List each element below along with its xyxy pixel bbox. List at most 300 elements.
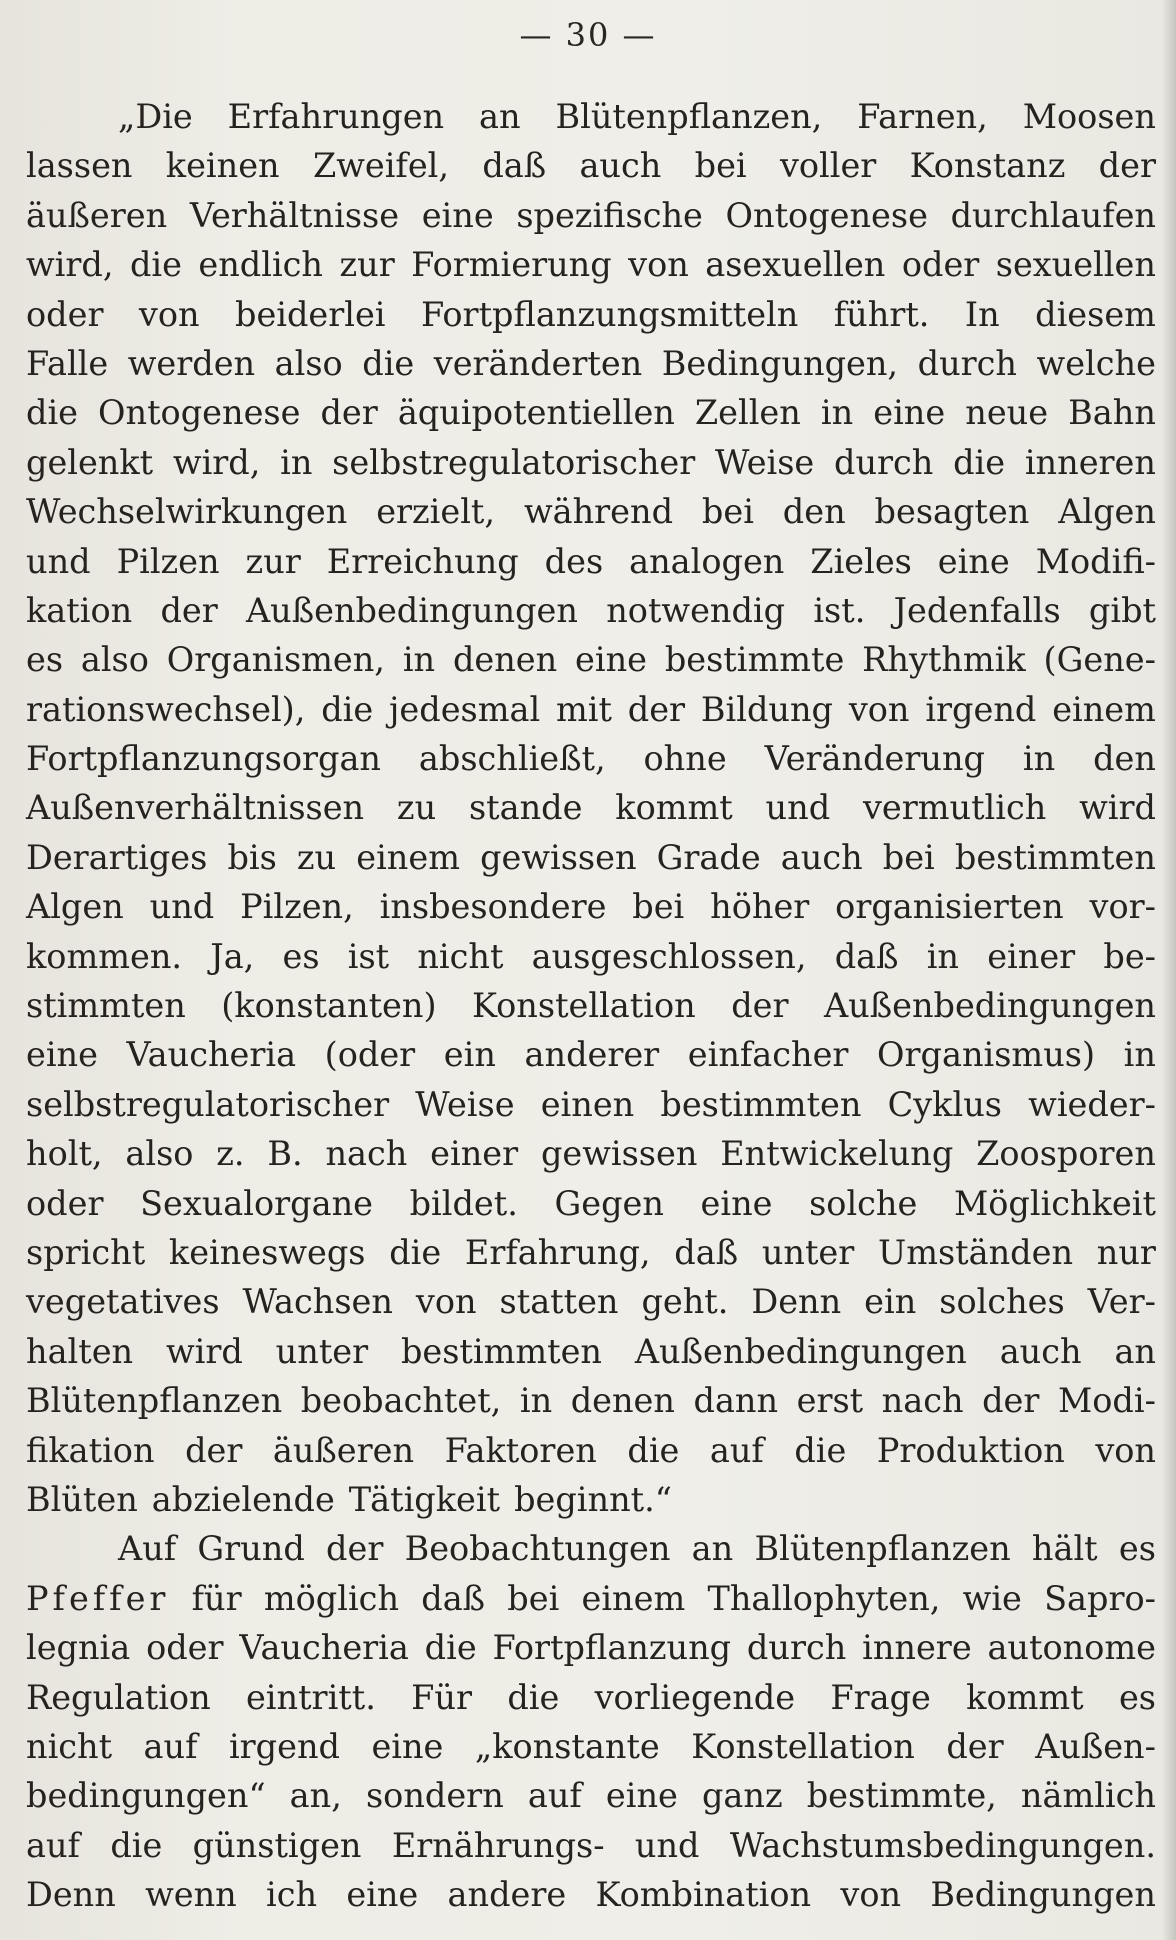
word: Zoosporen (976, 1134, 1156, 1174)
word: einer (430, 1134, 519, 1174)
word: in (519, 1381, 553, 1421)
word: bildet. (409, 1183, 518, 1223)
word: Denn (751, 1282, 842, 1322)
word: Außen- (1035, 1726, 1156, 1766)
word: Möglichkeit (953, 1183, 1156, 1223)
word: zu (396, 788, 437, 828)
word: Sapro- (1044, 1578, 1156, 1618)
word: ohne (643, 739, 727, 779)
word: Farnen, (857, 97, 988, 136)
word: der (326, 1529, 384, 1569)
word: und (149, 887, 215, 927)
word: einfacher (687, 1035, 849, 1075)
word: abzielende (151, 1479, 335, 1519)
word: einem (356, 837, 460, 877)
word: ein (864, 1282, 917, 1322)
word: an (479, 97, 521, 136)
word: nicht (417, 936, 504, 976)
word: der (946, 1726, 1004, 1766)
word: nach (325, 1134, 408, 1174)
word: irgend (925, 689, 1037, 729)
word: gewissen (540, 1134, 698, 1174)
word: Ver- (1087, 1282, 1156, 1322)
word: Modifi- (1035, 541, 1156, 581)
word: Modi- (1057, 1381, 1156, 1421)
word: von (628, 245, 689, 285)
word: analogen (629, 541, 785, 581)
text-line (26, 339, 1156, 388)
word: in (820, 393, 854, 433)
word: und (765, 788, 831, 828)
word: daß (834, 936, 899, 976)
word: hält (1031, 1529, 1098, 1569)
word: geht. (641, 1282, 729, 1322)
text-line (26, 734, 1156, 783)
word: durch (746, 1628, 847, 1668)
word: durch (917, 343, 1017, 383)
word: Pilzen, (240, 887, 354, 927)
word: (oder (324, 1035, 416, 1075)
word: der (160, 590, 218, 630)
word: also (125, 1134, 194, 1174)
word: oder (901, 245, 980, 285)
word: Derartiges (26, 837, 208, 877)
word: für (191, 1578, 242, 1618)
word: erst (796, 1381, 864, 1421)
word: wird (1079, 788, 1156, 828)
text-line (26, 1574, 1156, 1623)
word: wird, (172, 442, 261, 482)
word: bei (507, 1578, 560, 1618)
word: durchlaufen (950, 195, 1156, 235)
word: der (185, 1430, 243, 1470)
word: und (26, 541, 91, 581)
word: beginnt.“ (514, 1479, 672, 1519)
word: andere (447, 1875, 567, 1915)
word: Wachstumsbedingungen. (729, 1825, 1156, 1865)
word: Falle (26, 343, 109, 383)
word: Blütenpflanzen, (555, 97, 823, 136)
word: denen (570, 1381, 675, 1421)
word: die (129, 245, 182, 285)
word: es (26, 640, 64, 680)
text-line (26, 932, 1156, 981)
word: Entwickelung (720, 1134, 954, 1174)
word: autonome (987, 1628, 1156, 1668)
word: z. (216, 1134, 245, 1174)
word: äquipotentiellen (397, 393, 675, 433)
word: es (1118, 1529, 1156, 1569)
word: Zellen (694, 393, 801, 433)
word: Gegen (554, 1183, 664, 1223)
word: keineswegs (168, 1232, 366, 1272)
word: Sexualorgane (140, 1183, 373, 1223)
word: Grade (656, 837, 761, 877)
word: auf (709, 1430, 764, 1470)
word: In (964, 294, 1000, 334)
word: auch (579, 146, 662, 186)
word: Blütenpflanzen (26, 1381, 283, 1421)
word: Organismus) (877, 1035, 1096, 1075)
word: Grund (197, 1529, 305, 1569)
word: bei (701, 492, 754, 532)
word: kommt (615, 788, 733, 828)
word: Moosen (1022, 97, 1156, 136)
word: solche (809, 1183, 918, 1223)
text-line (26, 290, 1156, 339)
word: kommt (966, 1677, 1084, 1717)
word: Ontogenese (98, 393, 301, 433)
text-line (26, 1722, 1156, 1771)
word: gibt (1088, 590, 1156, 630)
word: beobachtet, (300, 1381, 502, 1421)
word: Denn (26, 1875, 116, 1915)
word: zur (245, 541, 301, 581)
text-line (26, 1080, 1156, 1129)
word: holt, (26, 1134, 103, 1174)
word: wird (165, 1331, 243, 1371)
word: wenn (145, 1875, 237, 1915)
word: stande (468, 788, 583, 828)
text-line (26, 685, 1156, 734)
word: legnia (26, 1628, 131, 1668)
text-line (26, 1030, 1156, 1079)
word: bei (882, 837, 935, 877)
word: kommen. (26, 936, 183, 976)
text-line (26, 388, 1156, 437)
word: Fortpflanzung (492, 1628, 732, 1668)
word: Regulation (26, 1677, 211, 1717)
word: insbesondere (379, 887, 607, 927)
word: gewissen (480, 837, 637, 877)
word: Außenverhältnissen (26, 788, 365, 828)
word: die (321, 689, 374, 729)
word: Algen (26, 887, 124, 927)
word: Verhältnisse (189, 195, 400, 235)
word: die (424, 1628, 477, 1668)
word: daß (482, 146, 547, 186)
word: Tätigkeit (348, 1479, 501, 1519)
text-line (26, 1623, 1156, 1672)
text-line (26, 1524, 1156, 1573)
word: spezifische (516, 195, 703, 235)
text-line (26, 1475, 1156, 1524)
word: innere (862, 1628, 972, 1668)
word: die (794, 1430, 847, 1470)
word: Thallophyten, (707, 1578, 941, 1618)
word: Cyklus (887, 1084, 1002, 1124)
word: äußeren (26, 195, 168, 235)
word: zur (339, 245, 395, 285)
word: Blüten (26, 1479, 138, 1519)
word: Erfahrungen (227, 97, 445, 136)
word: abschließt, (418, 739, 606, 779)
word: Organismen, (166, 640, 385, 680)
word: nicht (26, 1726, 113, 1766)
word: unter (275, 1331, 369, 1371)
word: wie (962, 1578, 1022, 1618)
word: unter (761, 1232, 855, 1272)
word: eine (346, 1875, 419, 1915)
word: einer (987, 936, 1076, 976)
word: wieder- (1028, 1084, 1156, 1124)
text-line (26, 833, 1156, 882)
word: äußeren (272, 1430, 415, 1470)
word: bis (227, 837, 277, 877)
word: zu (296, 837, 337, 877)
text-line (26, 1673, 1156, 1722)
text-line (26, 92, 1156, 141)
word: Kombination (595, 1875, 812, 1915)
word: der (627, 689, 686, 729)
word: Vaucheria (126, 1035, 297, 1075)
word: einen (540, 1084, 635, 1124)
word: bestimmten (660, 1084, 862, 1124)
word: organisierten (835, 887, 1064, 927)
text-line (26, 1426, 1156, 1475)
text-line (26, 191, 1156, 240)
word: eine (371, 1726, 444, 1766)
word: Konstellation (472, 986, 696, 1026)
text-line (26, 537, 1156, 586)
word: oder (146, 1628, 224, 1668)
word: eine (873, 393, 946, 433)
word: welche (1036, 343, 1156, 383)
word: daß (674, 1232, 739, 1272)
word: veränderten (433, 343, 643, 383)
word: Auf (118, 1529, 177, 1569)
word: halten (26, 1331, 134, 1371)
word: be- (1103, 936, 1156, 976)
word: Fortpflanzungsorgan (26, 739, 382, 779)
word: von (1095, 1430, 1156, 1470)
word: die (26, 393, 78, 433)
word: ganz (701, 1776, 783, 1816)
word: anderer (524, 1035, 660, 1075)
word: der (1098, 146, 1156, 186)
word: endlich (198, 245, 324, 285)
word: Veränderung (764, 739, 985, 779)
word: Jedenfalls (893, 590, 1061, 630)
word: irgend (228, 1726, 340, 1766)
word: nämlich (1020, 1776, 1156, 1816)
word: diesem (1035, 294, 1156, 334)
word: von (848, 689, 910, 729)
word: Zieles (810, 541, 912, 581)
word: Für (411, 1677, 473, 1717)
word: möglich (263, 1578, 400, 1618)
word: keinen (165, 146, 280, 186)
word: asexuellen (705, 245, 886, 285)
word: der (731, 986, 789, 1026)
word: auch (999, 1331, 1082, 1371)
text-line (26, 882, 1156, 931)
word: es (282, 936, 320, 976)
word: höher (710, 887, 810, 927)
text-line (26, 1179, 1156, 1228)
word: Fortpflanzungsmitteln (420, 294, 799, 334)
word: in (926, 936, 959, 976)
word: nur (1096, 1232, 1156, 1272)
word: kation (26, 590, 133, 630)
word: der (320, 393, 378, 433)
word: sexuellen (995, 245, 1156, 285)
word: lassen (26, 146, 133, 186)
word: Faktoren (444, 1430, 597, 1470)
text-line (26, 1228, 1156, 1277)
text-line (26, 783, 1156, 832)
word: ist (347, 936, 390, 976)
word: Außenbedingungen (245, 590, 578, 630)
word: einem (581, 1578, 686, 1618)
word: dann (693, 1381, 779, 1421)
body-text (26, 92, 1156, 1919)
word: eine (700, 1183, 773, 1223)
word: bedingungen“ (26, 1776, 266, 1816)
word: (Gene- (1043, 640, 1156, 680)
word: Bedingungen (930, 1875, 1156, 1915)
word: bestimmten (400, 1331, 603, 1371)
word: Außenbedingungen (823, 986, 1156, 1026)
word: B. (267, 1134, 303, 1174)
word: auf (143, 1726, 198, 1766)
word: spricht (26, 1232, 146, 1272)
word: eine (421, 195, 494, 235)
word: neue (965, 393, 1049, 433)
word: sondern (365, 1776, 504, 1816)
word: selbstregulatorischer (26, 1084, 390, 1124)
word: auf (26, 1825, 80, 1865)
text-line (26, 981, 1156, 1030)
word: bei (632, 887, 685, 927)
word: Pilzen (116, 541, 220, 581)
word: günstigen (192, 1825, 362, 1865)
word: eine (575, 640, 647, 680)
word: besagten (874, 492, 1030, 532)
word: Erfahrung, (464, 1232, 651, 1272)
word: (konstanten) (221, 986, 437, 1026)
word: die (362, 343, 415, 383)
word: Außenbedingungen (634, 1331, 967, 1371)
word: bei (694, 146, 747, 186)
word: jedesmal (389, 689, 541, 729)
word: es (1118, 1677, 1156, 1717)
word: ist. (813, 590, 866, 630)
text-line (26, 635, 1156, 684)
word: bestimmte (664, 640, 845, 680)
word: bestimmten (954, 837, 1156, 877)
word: durch (834, 442, 934, 482)
word: notwendig (606, 590, 786, 630)
word: in (1022, 739, 1056, 779)
word: des (544, 541, 604, 581)
word: die (110, 1825, 163, 1865)
word: gelenkt (26, 442, 154, 482)
text-line (26, 141, 1156, 190)
text-line (26, 1821, 1156, 1870)
word: auch (780, 837, 863, 877)
word: Bahn (1068, 393, 1156, 433)
word: Zweifel, (312, 146, 450, 186)
text-line (26, 487, 1156, 536)
word: Rhythmik (862, 640, 1026, 680)
word: werden (127, 343, 256, 383)
word: Vaucheria (239, 1628, 409, 1668)
text-line (26, 1771, 1156, 1820)
word: also (80, 640, 149, 680)
word: einem (1052, 689, 1156, 729)
word: von (138, 294, 200, 334)
word: oder (26, 294, 104, 334)
word: ein (443, 1035, 496, 1075)
word: von (415, 1282, 477, 1322)
text-line (26, 240, 1156, 289)
word: die (953, 442, 1006, 482)
word: führt. (833, 294, 930, 334)
word: Erreichung (326, 541, 519, 581)
word: Algen (1058, 492, 1156, 532)
word: bestimmte, (806, 1776, 997, 1816)
word: selbstregulatorischer (332, 442, 696, 482)
word: erzielt, (376, 492, 496, 532)
text-line (26, 1327, 1156, 1376)
word: daß (421, 1578, 486, 1618)
word: „konstante (474, 1726, 660, 1766)
word: Frage (830, 1677, 931, 1717)
word: inneren (1024, 442, 1156, 482)
word: beiderlei (235, 294, 386, 334)
word: stimmten (26, 986, 186, 1026)
word: mit (556, 689, 612, 729)
word: vegetatives (26, 1282, 220, 1322)
word: Bildung (700, 689, 833, 729)
word: statten (499, 1282, 619, 1322)
word: die (507, 1677, 560, 1717)
word: von (840, 1875, 902, 1915)
text-line (26, 1870, 1156, 1919)
text-line (26, 1376, 1156, 1425)
word: auf (527, 1776, 582, 1816)
word: ich (266, 1875, 318, 1915)
word: an, (289, 1776, 342, 1816)
word: Umständen (877, 1232, 1074, 1272)
word: Ja, (210, 936, 255, 976)
word: Wechselwirkungen (26, 492, 348, 532)
word: solches (939, 1282, 1065, 1322)
word: Blütenpflanzen (754, 1529, 1011, 1569)
word: den (782, 492, 846, 532)
word: denen (452, 640, 558, 680)
word: eine (937, 541, 1010, 581)
text-line (26, 1129, 1156, 1178)
word: Wachsen (242, 1282, 393, 1322)
word: in (280, 442, 313, 482)
word: Konstellation (691, 1726, 915, 1766)
word: eintritt. (245, 1677, 376, 1717)
word: „Die (118, 97, 193, 136)
word: nach (881, 1381, 964, 1421)
page-number: — 30 — (519, 16, 657, 54)
word: vorliegende (594, 1677, 796, 1717)
text-line (26, 586, 1156, 635)
word: Ontogenese (725, 195, 928, 235)
word: wird, (26, 245, 114, 285)
word: in (1123, 1035, 1156, 1075)
word: Ernährungs- (391, 1825, 605, 1865)
word: Pfeffer (26, 1578, 170, 1618)
word: voller (779, 146, 877, 186)
word: Beobachtungen (404, 1529, 671, 1569)
